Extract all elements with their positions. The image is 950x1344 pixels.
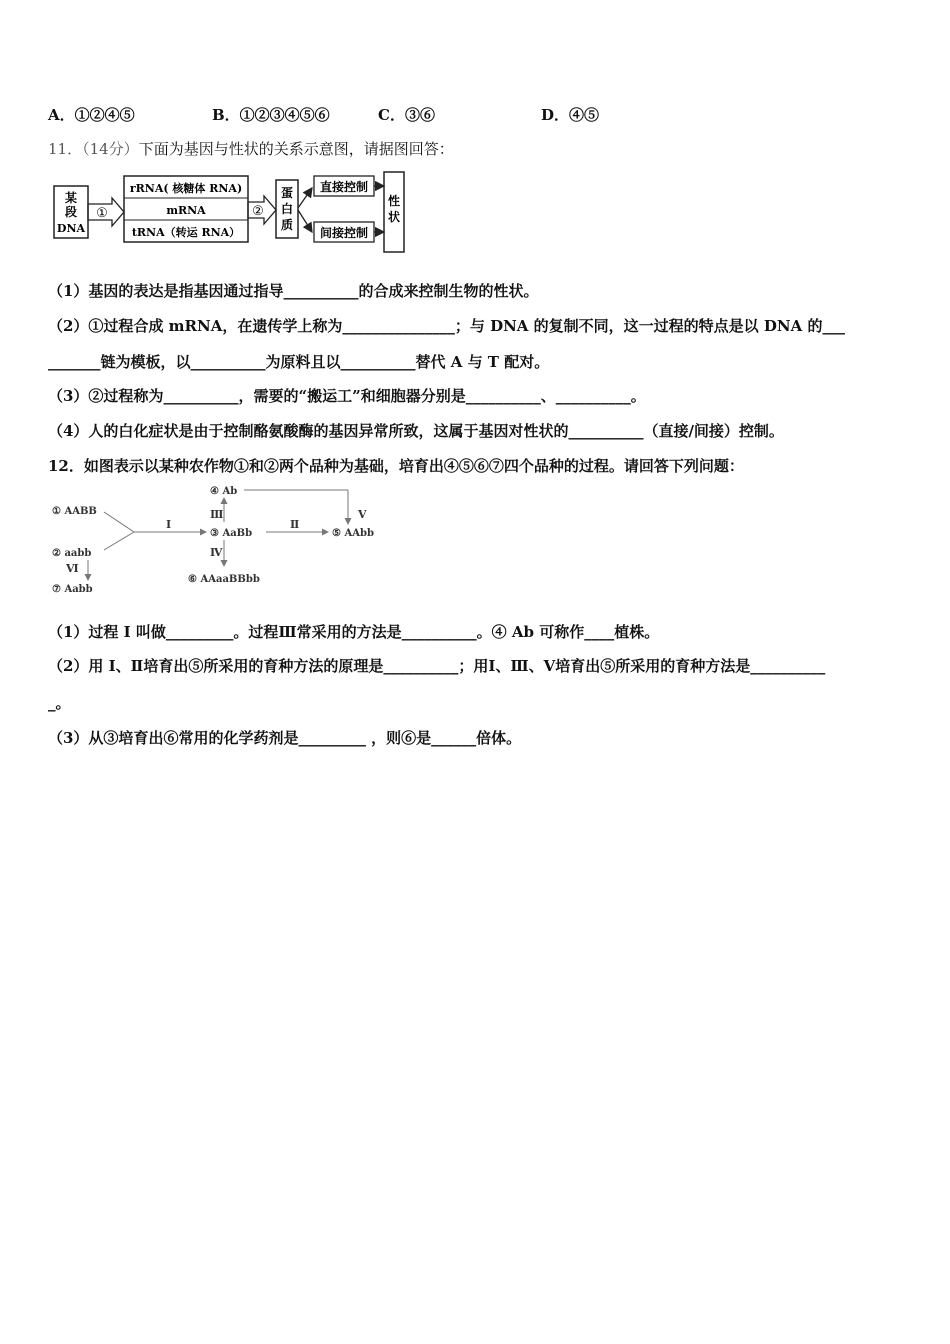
step2-label: ② (252, 204, 264, 219)
q12-part3: （3）从③培育出⑥常用的化学药剂是_________ ，则⑥是______倍体。 (48, 729, 522, 747)
breeding-diagram (48, 482, 398, 598)
rrna-label: rRNA( 核糖体 RNA) (129, 182, 243, 195)
mrna-label: mRNA (166, 204, 206, 217)
q11-part4: （4）人的白化症状是由于控制酪氨酸酶的基因异常所致，这属于基因对性状的__________（直接/间接）控制。 (48, 422, 784, 440)
node-5: ⑤ AAbb (332, 528, 374, 539)
step1-label: ① (96, 206, 108, 221)
node-1: ① AABB (52, 506, 97, 517)
option-d: D．④⑤ (541, 106, 600, 124)
dna-box-c2: 段 (64, 205, 78, 219)
dna-box-c3: DNA (56, 222, 86, 235)
protein-c1: 蛋 (280, 186, 294, 200)
trait-c1: 性 (387, 194, 401, 208)
indirect-control-label: 间接控制 (319, 226, 369, 240)
q11-stem (48, 138, 454, 159)
q12-part1: （1）过程 I 叫做_________。过程Ⅲ常采用的方法是__________。④ Ab 可称作____植株。 (48, 623, 660, 641)
q11-stem-text: 下面为基因与性状的关系示意图，请据图回答： (138, 140, 454, 158)
gene-trait-diagram (52, 170, 412, 256)
node-4: ④ Ab (210, 486, 238, 497)
protein-c3: 质 (280, 218, 294, 232)
process-IV-label: Ⅳ (210, 546, 223, 559)
q11-part2-line2: _______链为模板，以__________为原料且以__________替代 A 与 T 配对。 (48, 353, 550, 371)
option-a: A．①②④⑤ (48, 106, 135, 124)
process-II-label: Ⅱ (290, 518, 300, 531)
node-6: ⑥ AAaaBBbb (188, 574, 260, 585)
q12-part2-line1: （2）用 I、Ⅱ培育出⑤所采用的育种方法的原理是__________；用Ⅰ、Ⅲ、Ⅴ培育出⑤所采用的育种方法是__________ (48, 657, 826, 675)
process-I-label: Ⅰ (166, 518, 172, 531)
q12-part2-line2: _。 (48, 694, 71, 712)
process-VI-label: Ⅵ (66, 562, 79, 575)
q11-part2-line1: （2）①过程合成 mRNA，在遗传学上称为_______________；与 DNA 的复制不同，这一过程的特点是以 DNA 的___ (48, 317, 845, 335)
node-3: ③ AaBb (210, 528, 253, 539)
process-V-label: Ⅴ (358, 508, 367, 521)
node-7: ⑦ Aabb (52, 584, 93, 595)
node-2: ② aabb (52, 548, 92, 559)
q11-part3: （3）②过程称为__________，需要的“搬运工”和细胞器分别是__________、__________。 (48, 387, 646, 405)
process-III-label: Ⅲ (210, 508, 224, 521)
option-c: C．③⑥ (378, 106, 435, 124)
q11-part1: （1）基因的表达是指基因通过指导__________的合成来控制生物的性状。 (48, 282, 539, 300)
q12-stem: 12．如图表示以某种农作物①和②两个品种为基础，培育出④⑤⑥⑦四个品种的过程。请回答下列问题： (48, 457, 744, 475)
protein-c2: 白 (280, 202, 294, 216)
direct-control-label: 直接控制 (319, 180, 369, 194)
trna-label: tRNA（转运 RNA） (131, 226, 241, 239)
dna-box-c1: 某 (64, 191, 78, 205)
q11-number: 11．（14分） (48, 140, 139, 158)
option-b: B．①②③④⑤⑥ (212, 106, 330, 124)
trait-c2: 状 (387, 210, 401, 224)
